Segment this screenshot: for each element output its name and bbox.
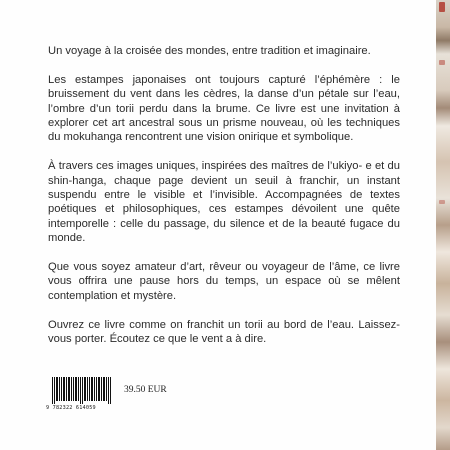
blurb-paragraph-5: Ouvrez ce livre comme on franchit un torii au bord de l’eau. Laissez-vous porter. Écoutez ce que le vent a à dire. — [48, 318, 400, 346]
barcode-bars — [52, 377, 112, 404]
blurb-paragraph-2: Les estampes japonaises ont toujours capturé l’éphémère : le bruissement du vent dans les cèdres, la danse d’un pétale sur l’eau, l’ombre d’un torii perdu dans la brume. Ce livre est une invitation à explorer cet art ancestral sous un prisme nouveau, où les techniques du mokuhanga rencontrent une vision onirique et symbolique. — [48, 73, 400, 144]
isbn-barcode — [46, 377, 114, 413]
cover-artwork-edge — [436, 0, 450, 450]
blurb-paragraph-3: À travers ces images uniques, inspirées des maîtres de l’ukiyo- e et du shin-hanga, chaque page devient un seuil à franchir, un instant suspendu entre le visible et l’invisible. Accompagnées de textes poétiques et philosophiques, ces estampes dévoilent une quête intemporelle : celle du passage, du silence et de la beauté fugace du monde. — [48, 160, 400, 245]
blurb-paragraph-1: Un voyage à la croisée des mondes, entre tradition et imaginaire. — [48, 45, 371, 57]
isbn-digits: 9 782322 614059 — [46, 405, 96, 411]
blurb-text — [48, 44, 400, 361]
price-label: 39.50 EUR — [124, 385, 167, 395]
blurb-paragraph-4: Que vous soyez amateur d’art, rêveur ou voyageur de l’âme, ce livre vous offrira une pause hors du temps, un espace où se mêlent contemplation et mystère. — [48, 261, 400, 302]
